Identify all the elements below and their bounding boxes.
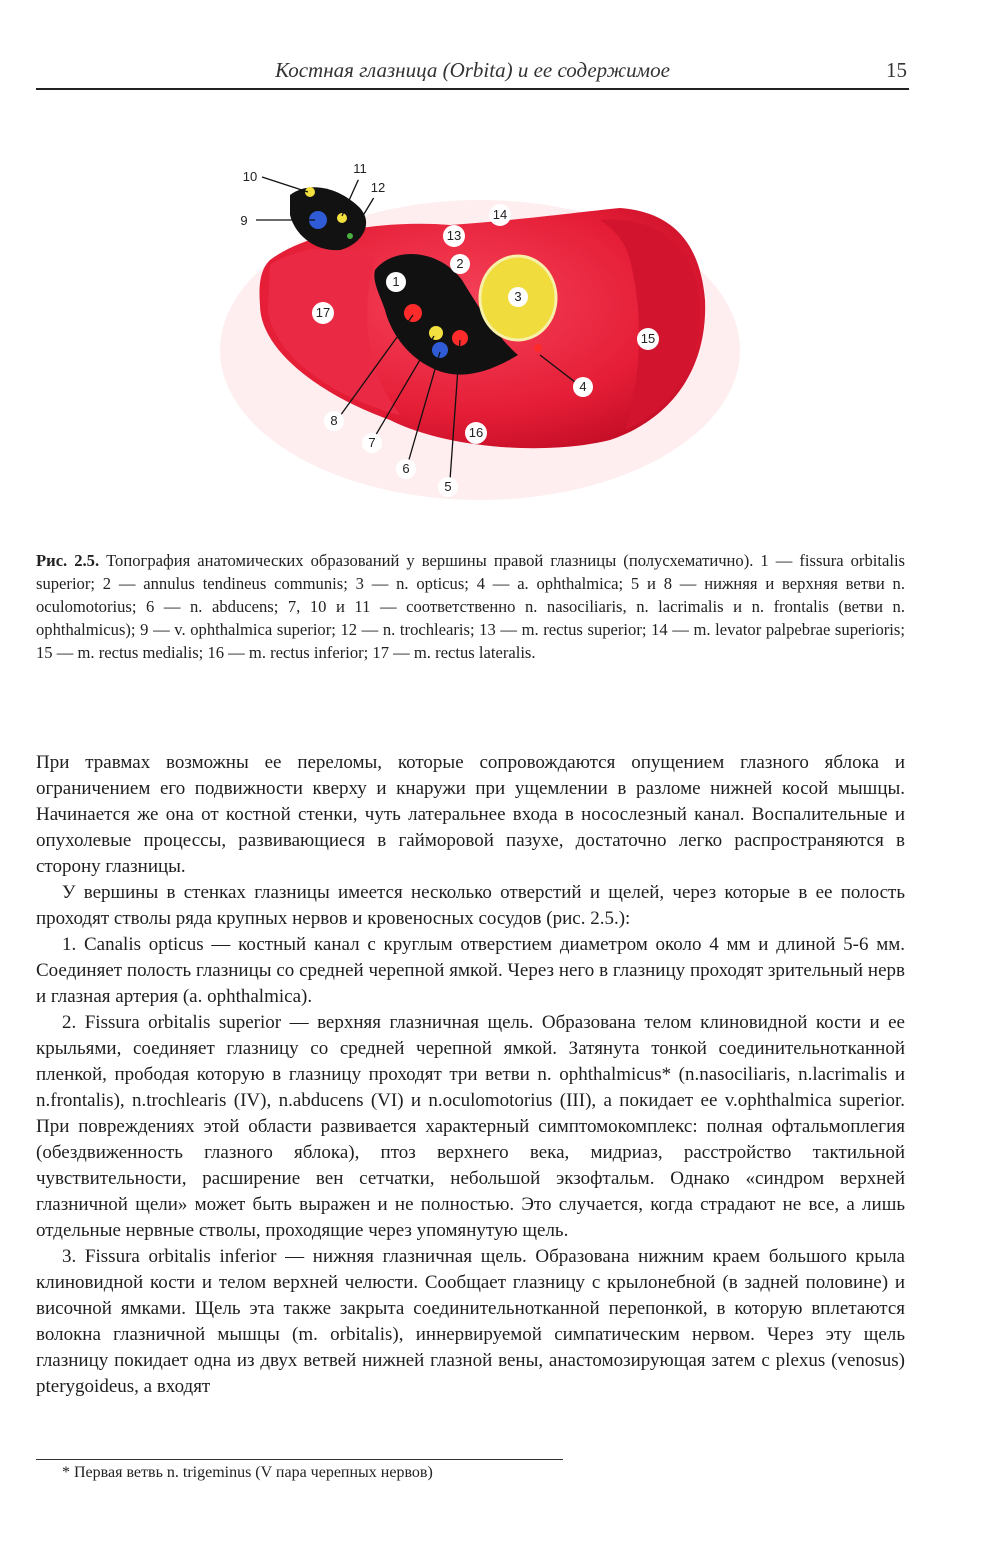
footnote-rule: [36, 1459, 563, 1460]
superior-fissure-upper: [290, 187, 366, 250]
label-9: 9: [240, 213, 248, 228]
label-16: 16: [468, 425, 484, 440]
label-13: 13: [446, 228, 462, 243]
label-2: 2: [456, 256, 464, 271]
label-12: 12: [370, 180, 386, 195]
body-text: [36, 750, 905, 1400]
label-6: 6: [402, 461, 410, 476]
label-1: 1: [392, 274, 400, 289]
footnote: * Первая ветвь n. trigeminus (V пара черепных нервов): [62, 1464, 433, 1481]
artery-4: [534, 344, 542, 352]
label-11: 11: [353, 161, 367, 176]
label-14: 14: [492, 207, 508, 222]
vessel-6: [432, 342, 448, 358]
paragraph-4: 2. Fissura orbitalis superior — верхняя глазничная щель. Образована телом клиновидной кости и ее крыльями, соединяет глазницу со средней черепной ямкой. Затянута тонкой соединительнотканной пленкой, прободая которую в глазницу проходят три ветви n. ophthalmicus* (n.nasociliaris, n.lacrimalis и n.frontalis), n.trochlearis (IV), n.abducens (VI) и n.oculomotorius (III), а покидает ее v.ophthalmica superior. При повреждениях этой области развивается характерный симптомокомплекс: полная офтальмоплегия (обездвиженность глазного яблока), птоз верхнего века, мидриаз, расстройство тактильной чувствительности, расширение вен сетчатки, небольшой экзофтальм. Однако «синдром верхней глазничной щели» может быть выражен и не полностью. Это случается, когда страдают не все, а лишь отдельные нервные стволы, проходящие через упомянутую щель.: [36, 1012, 905, 1241]
label-10: 10: [242, 169, 258, 184]
label-17: 17: [315, 305, 331, 320]
page-number: 15: [886, 58, 907, 82]
figure-caption: [36, 549, 905, 664]
label-5: 5: [444, 479, 452, 494]
paragraph-1: При травмах возможны ее переломы, которые сопровождаются опущением глазного яблока и ограничением его подвижности кверху и кнаружи при ущемлении в разломе нижней косой мышцы. Начинается же она от костной стенки, чуть латеральнее входа в носослезный канал. Воспалительные и опухолевые процессы, развивающиеся в гайморовой пазухе, достаточно легко распространяются в сторону глазницы.: [36, 752, 905, 877]
paragraph-2: У вершины в стенках глазницы имеется несколько отверстий и щелей, через которые в ее полость проходят стволы ряда крупных нервов и кровеносных сосудов (рис. 2.5.):: [36, 882, 905, 929]
paragraph-5: 3. Fissura orbitalis inferior — нижняя глазничная щель. Образована нижним краем большого крыла клиновидной кости и телом верхней челюсти. Сообщает глазницу с крылонебной (в задней половине) и височной ямками. Щель эта также закрыта соединительнотканной перепонкой, в которую вплетаются волокна глазничной мышцы (m. orbitalis), иннервируемой симпатическим нервом. Через эту щель глазницу покидает одна из двух ветвей нижней глазной вены, анастомозирующая затем с plexus (venosus) pterygoideus, а входят: [36, 1246, 905, 1397]
orbit-apex-figure: [200, 150, 760, 510]
paragraph-3: 1. Canalis opticus — костный канал с круглым отверстием диаметром около 4 мм и длиной 5-6 мм. Соединяет полость глазницы со средней черепной ямкой. Через него в глазницу проходят зрительный нерв и глазная артерия (a. ophthalmica).: [36, 934, 905, 1007]
caption-text: Топография анатомических образований у вершины правой глазницы (полусхематично). 1 — fissura orbitalis superior; 2 — annulus tendineus communis; 3 — n. opticus; 4 — a. ophthalmica; 5 и 8 — нижняя и верхняя ветви n. oculomotorius; 6 — n. abducens; 7, 10 и 11 — соответственно n. nasociliaris, n. lacrimalis и n. frontalis (ветви n. ophthalmicus); 9 — v. ophthalmica superior; 12 — n. trochlearis; 13 — m. rectus superior; 14 — m. levator palpebrae superioris; 15 — m. rectus medialis; 16 — m. rectus inferior; 17 — m. rectus lateralis.: [36, 551, 906, 662]
label-7: 7: [368, 435, 376, 450]
running-header: [36, 52, 909, 90]
label-8: 8: [330, 413, 338, 428]
orbit-apex-illustration: [200, 150, 760, 510]
vessel-8: [404, 304, 422, 322]
label-15: 15: [640, 331, 656, 346]
label-4: 4: [579, 379, 587, 394]
label-3: 3: [514, 289, 522, 304]
caption-label: Рис. 2.5.: [36, 551, 100, 570]
vessel-7: [429, 326, 443, 340]
running-title: Костная глазница (Orbita) и ее содержимое: [275, 58, 670, 82]
